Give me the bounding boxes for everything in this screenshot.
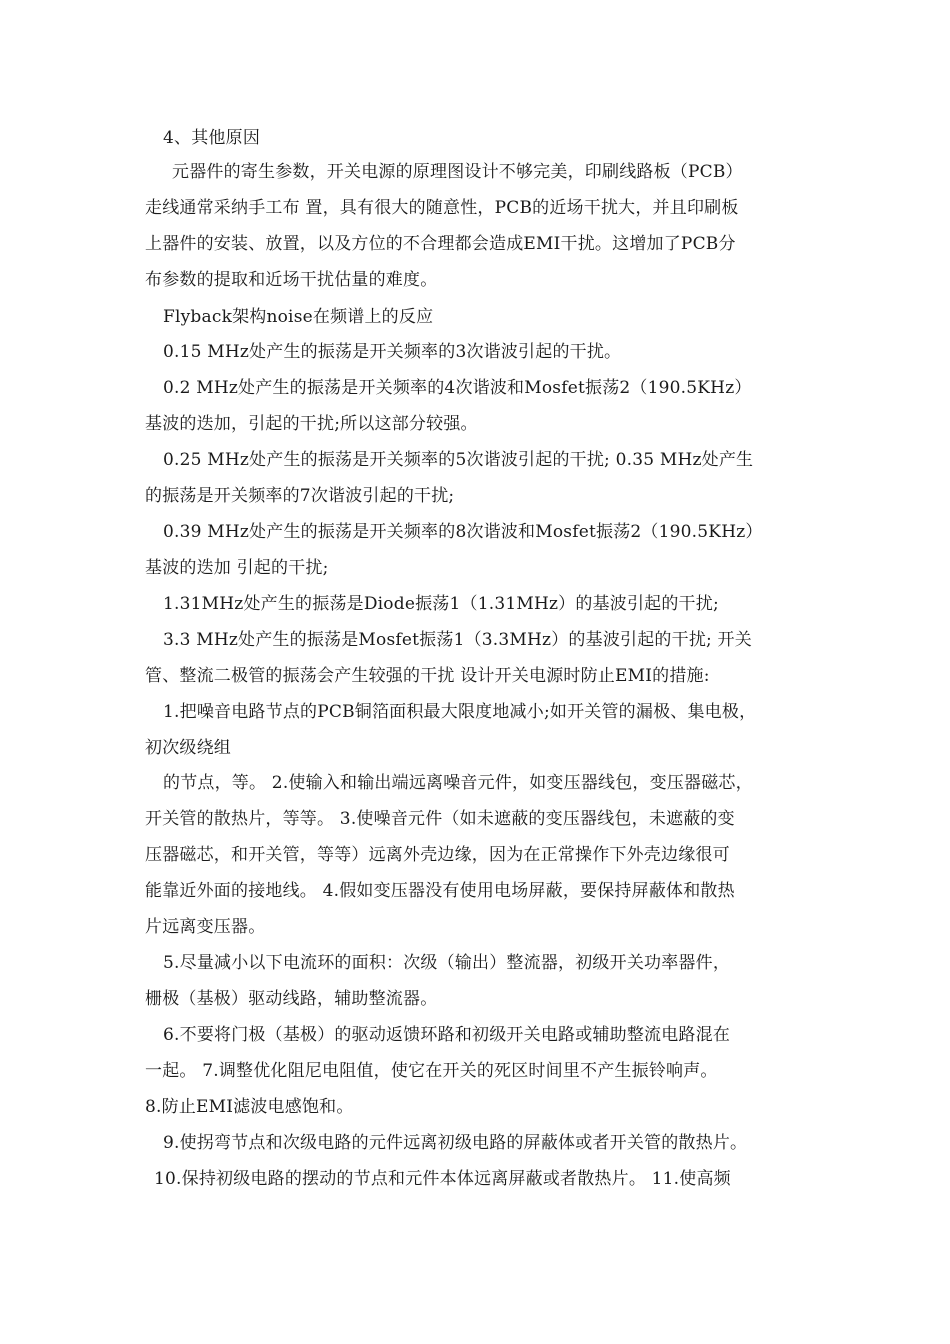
paragraph-line: 一起。 7.调整优化阻尼电阻值，使它在开关的死区时间里不产生振铃响声。 [145,1061,718,1081]
paragraph-line: 元器件的寄生参数，开关电源的原理图设计不够完美，印刷线路板（PCB） [172,162,743,182]
paragraph-line: 栅极（基极）驱动线路，辅助整流器。 [145,989,438,1009]
paragraph-line: 初次级绕组 [145,738,231,758]
paragraph-line: 0.15 MHz处产生的振荡是开关频率的3次谐波引起的干扰。 [163,342,622,362]
paragraph-line: 基波的迭加，引起的干扰;所以这部分较强。 [145,414,478,434]
paragraph-line: 8.防止EMI滤波电感饱和。 [145,1097,354,1117]
paragraph-line: 9.使拐弯节点和次级电路的元件远离初级电路的屏蔽体或者开关管的散热片。 [163,1133,748,1153]
paragraph-line: 0.39 MHz处产生的振荡是开关频率的8次谐波和Mosfet振荡2（190.5KHz） [163,522,763,542]
paragraph-line: 0.2 MHz处产生的振荡是开关频率的4次谐波和Mosfet振荡2（190.5KHz） [163,378,752,398]
paragraph-line: 开关管的散热片，等等。 3.使噪音元件（如未遮蔽的变压器线包，未遮蔽的变 [145,809,735,829]
paragraph-line: 1.31MHz处产生的振荡是Diode振荡1（1.31MHz）的基波引起的干扰; [163,594,719,614]
paragraph-line: 的振荡是开关频率的7次谐波引起的干扰; [145,486,455,506]
paragraph-line: 布参数的提取和近场干扰估量的难度。 [145,270,438,290]
section-heading: 4、其他原因 [163,128,261,148]
paragraph-line: 1.把噪音电路节点的PCB铜箔面积最大限度地减小;如开关管的漏极、集电极， [163,702,757,722]
paragraph-line: 片远离变压器。 [145,917,266,937]
paragraph-line: 压器磁芯，和开关管，等等）远离外壳边缘，因为在正常操作下外壳边缘很可 [145,845,730,865]
paragraph-line: 3.3 MHz处产生的振荡是Mosfet振荡1（3.3MHz）的基波引起的干扰; 开关 [163,630,752,650]
paragraph-line: 10.保持初级电路的摆动的节点和元件本体远离屏蔽或者散热片。 11.使高频 [154,1169,731,1189]
paragraph-line: 走线通常采纳手工布 置，具有很大的随意性，PCB的近场干扰大，并且印刷板 [145,198,739,218]
paragraph-line: 5.尽量减小以下电流环的面积：次级（输出）整流器，初级开关功率器件， [163,953,731,973]
paragraph-line: 上器件的安装、放置，以及方位的不合理都会造成EMI干扰。这增加了PCB分 [145,234,736,254]
paragraph-line: 0.25 MHz处产生的振荡是开关频率的5次谐波引起的干扰; 0.35 MHz处产生 [163,450,754,470]
paragraph-line: 管、整流二极管的振荡会产生较强的干扰 设计开关电源时防止EMI的措施: [145,666,710,686]
paragraph-line: 的节点，等。 2.使输入和输出端远离噪音元件，如变压器线包，变压器磁芯， [163,773,753,793]
paragraph-line: 6.不要将门极（基极）的驱动返馈环路和初级开关电路或辅助整流电路混在 [163,1025,731,1045]
paragraph-line: 基波的迭加 引起的干扰; [145,558,329,578]
subheading-line: Flyback架构noise在频谱上的反应 [163,307,434,327]
paragraph-line: 能靠近外面的接地线。 4.假如变压器没有使用电场屏蔽，要保持屏蔽体和散热 [145,881,735,901]
